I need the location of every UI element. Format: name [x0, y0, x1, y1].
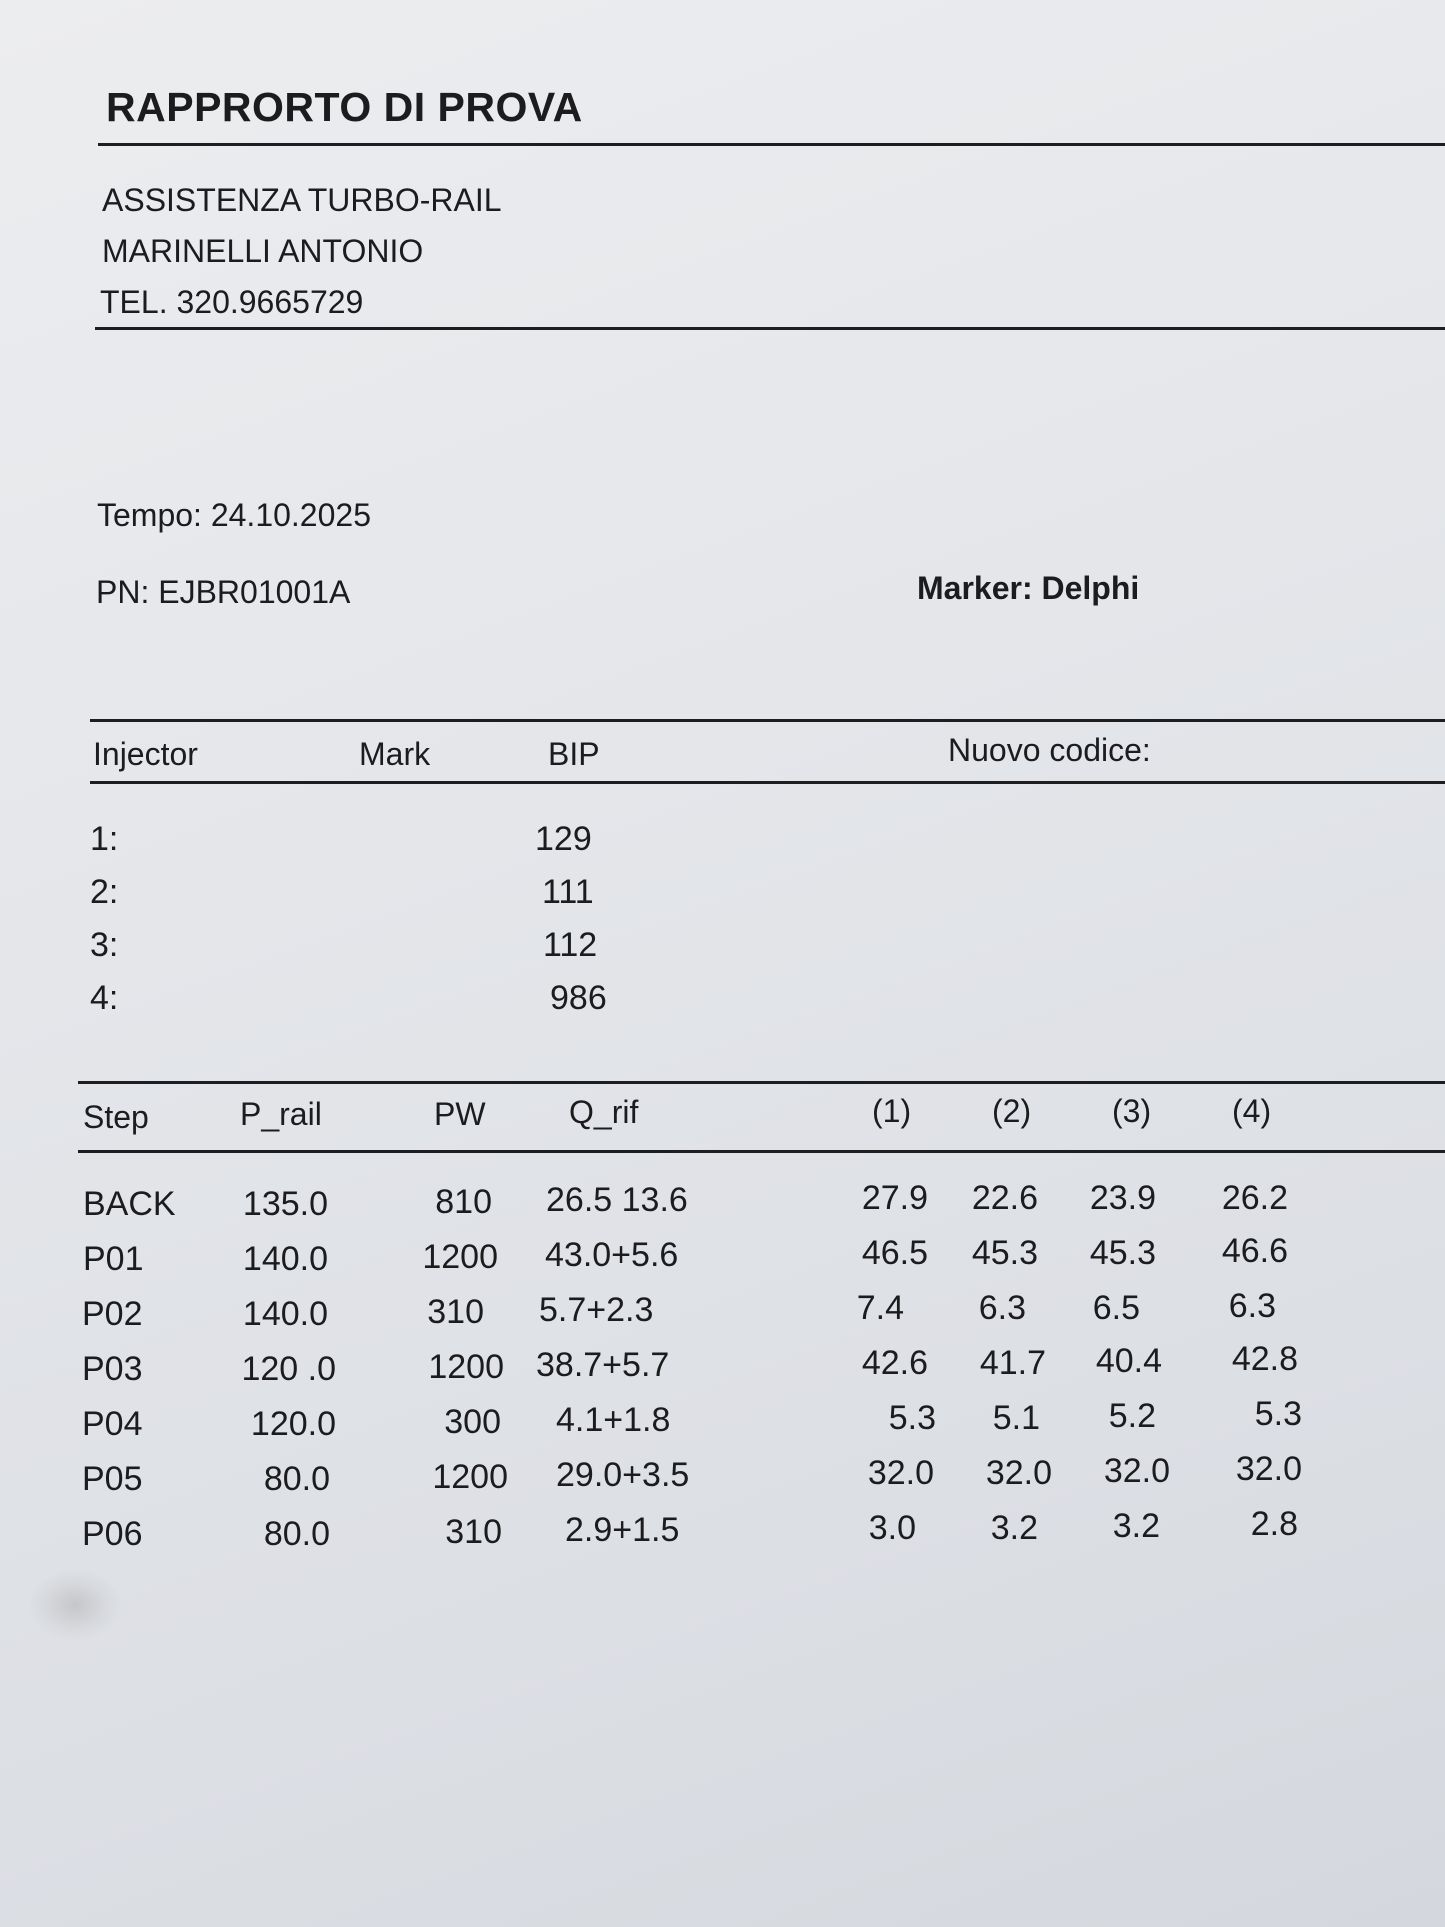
col-header-injector-3: (3)	[1112, 1093, 1152, 1129]
step-q-rif: 38.7+5.7	[536, 1346, 670, 1384]
title-divider	[98, 143, 1445, 146]
step-pw: 810	[435, 1183, 492, 1221]
step-p-rail: 140.0	[242, 1240, 328, 1278]
paper-smudge	[30, 1570, 120, 1640]
report-title: RAPPRORTO DI PROVA	[106, 84, 583, 130]
technician-name: MARINELLI ANTONIO	[102, 233, 424, 269]
col-header-nuovo-codice: Nuovo codice:	[948, 732, 1151, 768]
step-p-rail: 135.0	[242, 1185, 328, 1223]
col-header-p-rail: P_rail	[240, 1096, 322, 1132]
step-p-rail: 140.0	[242, 1295, 328, 1333]
step-table-header-rule	[78, 1150, 1445, 1153]
step-pw: 310	[427, 1293, 484, 1331]
injector-bip: 986	[550, 979, 607, 1017]
step-value-3: 32.0	[1103, 1452, 1170, 1490]
step-value-2: 22.6	[971, 1179, 1038, 1217]
step-value-4: 2.8	[1250, 1505, 1298, 1543]
col-header-injector-4: (4)	[1232, 1093, 1272, 1129]
step-value-3: 45.3	[1089, 1234, 1156, 1272]
step-table-top-rule	[78, 1081, 1445, 1084]
step-p-rail: 80.0	[263, 1515, 330, 1553]
col-header-pw: PW	[434, 1096, 486, 1132]
col-header-injector: Injector	[93, 736, 198, 772]
step-name: P04	[82, 1405, 143, 1443]
step-value-4: 32.0	[1235, 1450, 1302, 1488]
injector-number: 2:	[90, 873, 119, 911]
injector-number: 1:	[90, 820, 119, 858]
col-header-step: Step	[83, 1099, 149, 1135]
col-header-mark: Mark	[359, 736, 431, 772]
step-value-1: 7.4	[856, 1289, 904, 1327]
step-name: P06	[82, 1515, 143, 1553]
step-pw: 310	[445, 1513, 502, 1551]
step-name: P05	[82, 1460, 143, 1498]
step-name: P02	[82, 1295, 143, 1333]
step-value-4: 5.3	[1254, 1395, 1302, 1433]
step-q-rif: 2.9+1.5	[565, 1511, 680, 1549]
injector-number: 3:	[90, 926, 119, 964]
injector-bip: 112	[543, 926, 598, 964]
step-q-rif: 5.7+2.3	[539, 1291, 654, 1329]
step-value-1: 32.0	[867, 1454, 934, 1492]
step-q-rif: 29.0+3.5	[556, 1456, 690, 1494]
step-value-1: 3.0	[868, 1509, 916, 1547]
step-q-rif: 4.1+1.8	[556, 1401, 671, 1439]
step-pw: 1200	[422, 1238, 498, 1276]
step-pw: 1200	[432, 1458, 508, 1496]
step-pw: 1200	[428, 1348, 504, 1386]
company-name: ASSISTENZA TURBO-RAIL	[102, 182, 502, 218]
injector-number: 4:	[90, 979, 119, 1017]
marker-brand: Marker: Delphi	[917, 570, 1140, 606]
header-divider	[95, 327, 1445, 330]
step-q-rif: 43.0+5.6	[545, 1236, 679, 1274]
col-header-injector-1: (1)	[872, 1093, 912, 1129]
step-name: P03	[82, 1350, 143, 1388]
phone-number: TEL. 320.9665729	[100, 284, 364, 320]
step-name: P01	[83, 1240, 144, 1278]
step-value-4: 46.6	[1221, 1232, 1288, 1270]
step-p-rail: 120.0	[250, 1405, 336, 1443]
step-p-rail: 80.0	[263, 1460, 330, 1498]
step-value-2: 6.3	[978, 1289, 1026, 1327]
step-value-3: 3.2	[1112, 1507, 1160, 1545]
step-value-2: 32.0	[985, 1454, 1052, 1492]
injector-table-top-rule	[90, 719, 1445, 722]
step-value-2: 3.2	[990, 1509, 1038, 1547]
step-value-1: 46.5	[861, 1234, 928, 1272]
step-value-2: 45.3	[971, 1234, 1038, 1272]
injector-bip: 129	[535, 820, 592, 858]
step-q-rif: 26.5 13.6	[546, 1181, 688, 1219]
step-name: BACK	[83, 1185, 176, 1223]
col-header-q-rif: Q_rif	[569, 1094, 639, 1130]
step-value-1: 5.3	[888, 1399, 936, 1437]
step-value-1: 27.9	[861, 1179, 928, 1217]
step-value-4: 42.8	[1231, 1340, 1298, 1378]
step-value-3: 23.9	[1089, 1179, 1156, 1217]
test-date: Tempo: 24.10.2025	[97, 497, 371, 533]
col-header-injector-2: (2)	[992, 1093, 1032, 1129]
part-number: PN: EJBR01001A	[96, 574, 351, 610]
step-value-3: 5.2	[1108, 1397, 1156, 1435]
step-value-4: 26.2	[1221, 1179, 1288, 1217]
injector-bip: 111	[542, 873, 594, 911]
col-header-bip: BIP	[548, 736, 600, 772]
step-value-2: 41.7	[979, 1344, 1046, 1382]
step-p-rail: 120 .0	[241, 1350, 336, 1388]
step-value-3: 40.4	[1095, 1342, 1162, 1380]
step-value-2: 5.1	[992, 1399, 1040, 1437]
step-value-1: 42.6	[861, 1344, 928, 1382]
step-value-3: 6.5	[1092, 1289, 1140, 1327]
injector-table-header-rule	[90, 781, 1445, 784]
step-pw: 300	[444, 1403, 501, 1441]
step-value-4: 6.3	[1228, 1287, 1276, 1325]
